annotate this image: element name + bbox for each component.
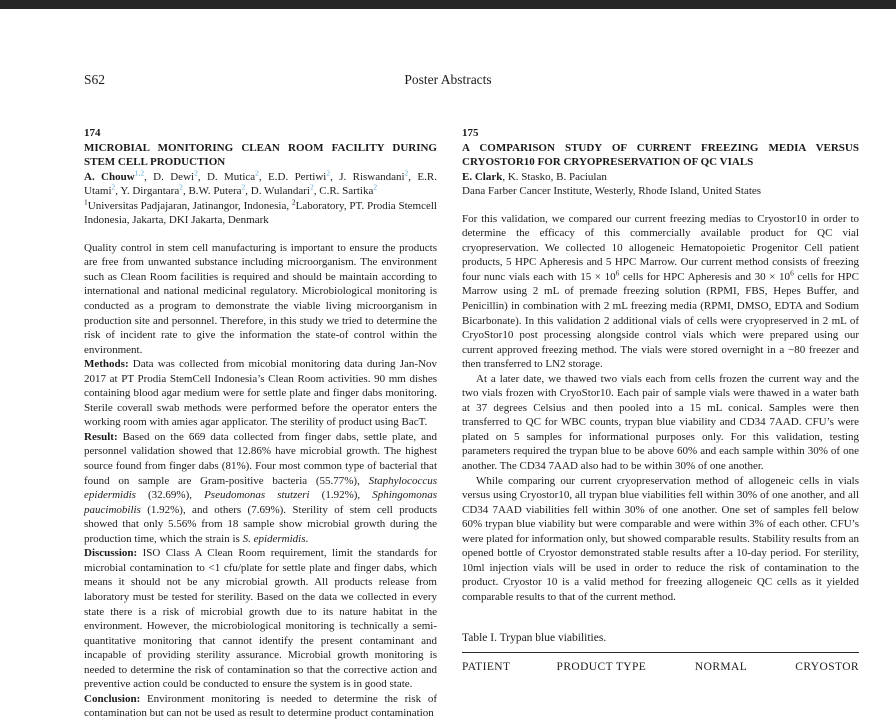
paragraph-discussion: Discussion: ISO Class A Clean Room requirement, limit the standards for microbial contamination to <1 cfu/plate for settle plate and finger dabs, which means it should not be any microbial growth. All products release from laboratory must be tested for sterility. Based on the data we collected in every state there is a risk of microbial growth due to its nature habitat in the environment. However, the microbiological monitoring is technically a semi-quantitative monitoring that cannot identify the present contaminant and incapable of providing sterility assurance. Microbial growth monitoring is needed to determine the risk of contamination so that the corrective action and preventive action could be conducted to ensure the system is in good state. — [84, 547, 437, 691]
paragraph-comparison: While comparing our current cryopreservation method of allogeneic cells in vials versus using Cryostor10, all trypan blue viabilities fell within 30% of one another, and all CD34 7AAD viabilities fell within 30% of one another. One set of samples fell below 60% trypan blue viability but were comparable and were within 3% of each other. CFU’s were plated for information only, but showed comparable results. Stability results from an opened bottle of Cryostor demonstrated stable results after a 10-day period. For sterility, 10ml injection vials will be used in order to reduce the risk of contamination to the product. Cryostor 10 is a valid method for freezing allogeneic QC cells as it yielded comparable results to that of the current method. — [462, 474, 859, 603]
abstract-175 — [462, 126, 859, 675]
author-list: A. Chouw$^{1,2}$, D. Dewi$^2$, D. Mutica$^2$, E.D. Pertiwi$^2$, J. Riswandani$^2$, E.R. Utami$^2$, Y. Dirgantara$^2$, B.W. Putera$^2$, D. Wulandari$^2$, C.R. Sartika$^2$ — [84, 167, 437, 198]
paragraph-conclusion: Conclusion: Environment monitoring is needed to determine the risk of contamination but can not be used as result to determine product contamination — [84, 692, 437, 720]
paragraph-thaw: At a later date, we thawed two vials each from cells frozen the current way and the two vials frozen with CryoStor10. Each pair of sample vials were thawed in a water bath at 37 degrees Celsius and then pooled into a 15 mL conical. Samples were then transferred to QC for WBC counts, trypan blue viability and CD34 7AAD. CFU’s were plated on 5 samples for informational purposes only. For this validation, testing parameters required the trypan blue to be above 60% and each sample within 30% of one another. The CD34 7AAD also had to be within 30% of one another. — [462, 372, 859, 473]
section-title: Poster Abstracts — [404, 72, 492, 87]
abstract-number: 174 — [84, 127, 101, 139]
paragraph-result: Result: Based on the 669 data collected from finger dabs, settle plate, and personnel validation showed that 12.86% have microbial growth. The highest source found from finger dabs (81%). Four most common type of bacterial that found on sample are Gram-positive bacteria (55.77%), Staphylococcus epidermidis (32.69%), Pseudomonas stutzeri (1.92%), Sphingomonas paucimobilis (1.92%), and others (7.69%). Sterility of stem cell products showed that only 5.56% from 18 sample show microbial growth during the production time, which the strain is S. epidermidis. — [84, 430, 438, 545]
abstract-body — [84, 241, 437, 721]
table-1 — [462, 631, 859, 675]
abstract-174 — [84, 126, 437, 721]
column-header-patient: PATIENT — [462, 661, 511, 674]
affiliation: $^1$Universitas Padjajaran, Jatinangor, Indonesia, $^2$Laboratory, PT. Prodia Stemcell Indonesia, Jakarta, DKI Jakarta, Denmark — [84, 197, 437, 227]
paragraph-background: Quality control in stem cell manufacturing is important to ensure the products are free from unwanted substance including microorganism. The environment such as Clean Room facilities is required and should be maintain according to international and national medicinal regulatory. Microbiological monitoring is conducted as a program to demonstrate the viable living microorganism in production site and personnel. Therefore, in this study we tried to determine the risk of incident rate to give the information the state-of control within the environment. — [84, 241, 437, 356]
abstract-number: 175 — [462, 127, 479, 139]
running-head — [0, 72, 896, 92]
page-number: S62 — [84, 72, 106, 87]
table-caption: Table I. Trypan blue viabilities. — [462, 631, 607, 644]
paragraph-methods: Methods: Data was collected from micobial monitoring data during Jan-Nov 2017 at PT Prodia StemCell Indonesia’s Clean Room activities. 90 mm dishes containing blood agar medium were for settle plate and finger dabs monitoring. Sterile coverall swab methods were performed before the operator enters the working room with amies agar applicator. The sterility of product using BacT. — [84, 358, 437, 429]
paragraph-validation: For this validation, we compared our current freezing medias to Cryostor10 in order to determine the efficacy of this commercially available product for QC vial cryopreservation. We collected 10 allogeneic Hematopoietic Progenitor Cell patient products, 5 HPC Apheresis and 5 HPC Marrow. Our current method consists of freezing four nunc vials each with $15 \times 10^6$ cells for HPC Apheresis and $30 \times 10^6$ cells for HPC Marrow using 2 mL of premade freezing solution (RPMI, FBS, Hepes Buffer, and Penicillin) in combination with 2 mL freezing media (RPMI, DMSO, EDTA and Sodium Bicarbonate). In this validation 2 additional vials of cells were cryopreserved in 2 mL of CryoStor10 post processing alongside control vials which were prepared using our current approved freezing method. The vials were stored overnight in a −80 freezer and then transferred to LN2 storage. — [462, 212, 860, 371]
column-header-cryostor: CRYOSTOR — [795, 661, 859, 674]
abstract-title: MICROBIAL MONITORING CLEAN ROOM FACILITY DURING STEM CELL PRODUCTION — [84, 141, 437, 169]
table-header-row — [462, 660, 859, 675]
table-top-rule — [462, 652, 859, 653]
abstract-title: A COMPARISON STUDY OF CURRENT FREEZING MEDIA VERSUS CRYOSTOR10 FOR CRYOPRESERVATION OF QC VIALS — [462, 141, 859, 169]
abstract-body — [462, 212, 859, 605]
author-list: E. Clark, K. Stasko, B. Paciulan — [462, 170, 607, 183]
viewer-top-bar — [0, 0, 896, 9]
column-header-normal: NORMAL — [694, 661, 748, 674]
column-header-product-type: PRODUCT TYPE — [556, 661, 647, 674]
affiliation: Dana Farber Cancer Institute, Westerly, Rhode Island, United States — [462, 185, 762, 198]
